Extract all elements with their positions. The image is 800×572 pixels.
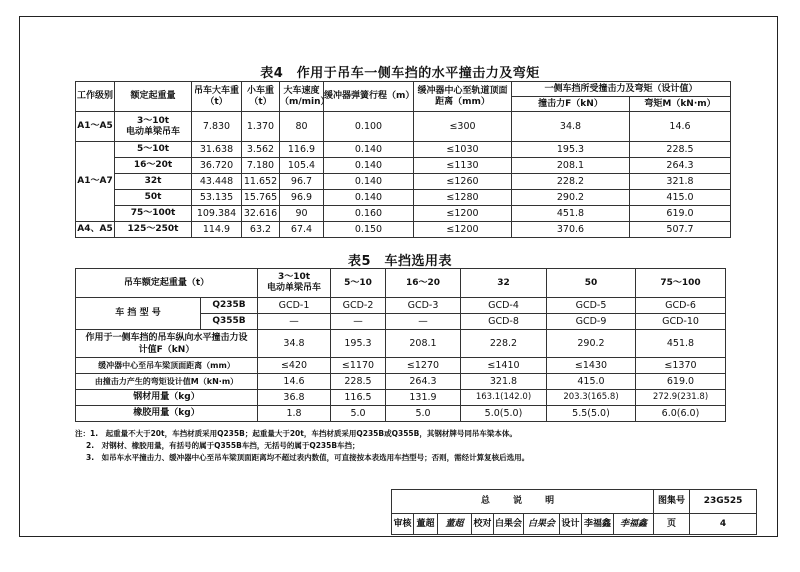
table-row: [76, 112, 731, 142]
table-row: [76, 222, 731, 238]
table5-header-col: 50: [547, 269, 636, 298]
designer-signature: 李福鑫: [614, 514, 654, 535]
table5-moment-label: 由撞击力产生的弯矩设计值M（kN·m）: [76, 374, 258, 390]
table4-cell-capacity: 5～10t: [115, 142, 192, 158]
table4-cell: 90: [280, 206, 324, 222]
table4-cell-capacity: 125～250t: [115, 222, 192, 238]
table4-cell: 31.638: [192, 142, 242, 158]
table5-cell: GCD-5: [547, 298, 636, 314]
table5: [75, 268, 726, 422]
table4-cell: 109.384: [192, 206, 242, 222]
table5-cell: ≤1370: [636, 358, 726, 374]
table4-cell: 80: [280, 112, 324, 142]
table4-cell: 15.765: [242, 190, 280, 206]
table5-q355b-label: Q355B: [201, 314, 258, 330]
table-row: [76, 390, 726, 406]
table4-header-row: [76, 82, 731, 97]
table5-cell: 451.8: [636, 330, 726, 358]
table5-buffer-label: 缓冲器中心至吊车梁顶面距离（mm）: [76, 358, 258, 374]
table5-cell: —: [258, 314, 331, 330]
table4-header-moment: 弯矩M（kN·m）: [630, 97, 731, 112]
table4-cell: 264.3: [630, 158, 731, 174]
table4-cell: 321.8: [630, 174, 731, 190]
table5-cell: 5.5(5.0): [547, 406, 636, 422]
table4-cell: ≤1130: [414, 158, 512, 174]
table4-cell: 11.652: [242, 174, 280, 190]
table5-q235b-label: Q235B: [201, 298, 258, 314]
table4-cell-capacity: 16～20t: [115, 158, 192, 174]
table5-cell: 415.0: [547, 374, 636, 390]
table4-cell: 195.3: [512, 142, 630, 158]
table4-cell: 7.830: [192, 112, 242, 142]
table4-cell: 0.140: [324, 158, 414, 174]
notes: [75, 428, 529, 464]
table5-cell: GCD-2: [331, 298, 386, 314]
table-row: [76, 298, 726, 314]
note-item: 3. 如吊车水平撞击力、缓冲器中心至吊车梁顶面距离均不超过表内数值，可直接按本表选用车挡型号；否则，需经计算复核后选用。: [86, 453, 530, 462]
table5-cell: 6.0(6.0): [636, 406, 726, 422]
table4-cell-capacity: 32t: [115, 174, 192, 190]
table5-cell: 5.0: [331, 406, 386, 422]
table5-cell: 163.1(142.0): [461, 390, 547, 406]
table4-cell: 0.100: [324, 112, 414, 142]
table4-cell: ≤300: [414, 112, 512, 142]
table4-cell: 7.180: [242, 158, 280, 174]
table4-header-force: 撞击力F（kN）: [512, 97, 630, 112]
table5-header-label: 吊车额定起重量（t）: [76, 269, 258, 298]
table5-cell: 5.0: [386, 406, 461, 422]
table5-cell: —: [331, 314, 386, 330]
table4-cell: ≤1030: [414, 142, 512, 158]
table4-cell: 96.7: [280, 174, 324, 190]
table5-cell: ≤420: [258, 358, 331, 374]
table5-cell: ≤1410: [461, 358, 547, 374]
table4-cell: 114.9: [192, 222, 242, 238]
table-row: [76, 142, 731, 158]
table4-cell: 116.9: [280, 142, 324, 158]
table4-cell: 370.6: [512, 222, 630, 238]
table5-header-col: 5～10: [331, 269, 386, 298]
page-label: 页: [654, 514, 690, 535]
table5-cell: 290.2: [547, 330, 636, 358]
table4-cell: ≤1200: [414, 206, 512, 222]
table4-title: 表4 作用于吊车一侧车挡的水平撞击力及弯矩: [260, 66, 540, 81]
title-block: [391, 489, 757, 535]
table5-rubber-label: 橡胶用量（kg）: [76, 406, 258, 422]
checker-name: 白果会: [494, 514, 524, 535]
table-row: [76, 406, 726, 422]
table4-header-trolley-weight: 小车重（t）: [242, 82, 280, 112]
table5-cell: ≤1270: [386, 358, 461, 374]
table5-header-col: 16～20: [386, 269, 461, 298]
table4-cell: 0.140: [324, 174, 414, 190]
table4-cell: 53.135: [192, 190, 242, 206]
table4-cell: 96.9: [280, 190, 324, 206]
page-number: 4: [690, 514, 757, 535]
table4-header-crane-weight: 吊车大车重（t）: [192, 82, 242, 112]
table4-cell-capacity: 3～10t 电动单梁吊车: [115, 112, 192, 142]
table4-cell: 451.8: [512, 206, 630, 222]
table5-cell: —: [386, 314, 461, 330]
atlas-number: 23G525: [690, 490, 757, 514]
table5-model-label: 车 挡 型 号: [76, 298, 201, 330]
table4-header-buffer-height: 缓冲器中心至轨道顶面距离（mm）: [414, 82, 512, 112]
table5-cell: 264.3: [386, 374, 461, 390]
table4: [75, 81, 731, 238]
table5-cell: GCD-1: [258, 298, 331, 314]
table4-cell: 0.160: [324, 206, 414, 222]
title-block-row: [392, 514, 757, 535]
table4-header-speed: 大车速度（m/min）: [280, 82, 324, 112]
table4-header-stroke: 缓冲器弹簧行程（m）: [324, 82, 414, 112]
table-row: [76, 206, 731, 222]
table4-cell: 34.8: [512, 112, 630, 142]
table5-cell: 208.1: [386, 330, 461, 358]
table-row: [76, 358, 726, 374]
table5-cell: ≤1170: [331, 358, 386, 374]
table5-cell: 34.8: [258, 330, 331, 358]
table4-cell: 63.2: [242, 222, 280, 238]
table4-cell: 415.0: [630, 190, 731, 206]
table4-cell-grade: A1～A7: [76, 142, 115, 222]
table-row: [76, 374, 726, 390]
table4-cell: 105.4: [280, 158, 324, 174]
table5-cell: 203.3(165.8): [547, 390, 636, 406]
table4-cell: 3.562: [242, 142, 280, 158]
table4-cell: 290.2: [512, 190, 630, 206]
table4-cell: 0.140: [324, 190, 414, 206]
table4-cell: 36.720: [192, 158, 242, 174]
table5-cell: 619.0: [636, 374, 726, 390]
note-item: 2. 对钢材、橡胶用量，有括号的属于Q355B车挡，无括号的属于Q235B车挡；: [86, 441, 360, 450]
checker-signature: 白果会: [524, 514, 560, 535]
table4-cell: ≤1280: [414, 190, 512, 206]
table5-steel-label: 钢材用量（kg）: [76, 390, 258, 406]
table4-header-grade: 工作级别: [76, 82, 115, 112]
table5-cell: GCD-4: [461, 298, 547, 314]
table4-cell: 208.1: [512, 158, 630, 174]
table5-cell: 36.8: [258, 390, 331, 406]
table4-cell: 67.4: [280, 222, 324, 238]
notes-label: 注：: [75, 429, 90, 438]
table4-cell-grade: A4、A5: [76, 222, 115, 238]
reviewer-signature: 董超: [438, 514, 472, 535]
table-row: [76, 330, 726, 358]
table5-cell: GCD-6: [636, 298, 726, 314]
table5-title: 表5 车挡选用表: [347, 254, 453, 269]
reviewer-name: 董超: [414, 514, 438, 535]
table5-header-col: 32: [461, 269, 547, 298]
table-row: [76, 174, 731, 190]
check-label: 校对: [472, 514, 494, 535]
table5-cell: 228.2: [461, 330, 547, 358]
table5-header-row: [76, 269, 726, 298]
table4-cell: 507.7: [630, 222, 731, 238]
table4-cell: 619.0: [630, 206, 731, 222]
table5-cell: 14.6: [258, 374, 331, 390]
table5-cell: 1.8: [258, 406, 331, 422]
table5-force-label: 作用于一侧车挡的吊车纵向水平撞击力设计值F（kN）: [76, 330, 258, 358]
table4-cell: 228.5: [630, 142, 731, 158]
table4-header-capacity: 额定起重量: [115, 82, 192, 112]
table4-cell: 0.150: [324, 222, 414, 238]
table5-cell: GCD-9: [547, 314, 636, 330]
table4-cell: ≤1200: [414, 222, 512, 238]
table4-cell-capacity: 50t: [115, 190, 192, 206]
atlas-label: 图集号: [654, 490, 690, 514]
table5-cell: GCD-8: [461, 314, 547, 330]
table5-cell: GCD-3: [386, 298, 461, 314]
designer-name: 李福鑫: [582, 514, 614, 535]
design-label: 设计: [560, 514, 582, 535]
review-label: 审核: [392, 514, 414, 535]
table4-cell: ≤1260: [414, 174, 512, 190]
table5-cell: 228.5: [331, 374, 386, 390]
table4-cell: 0.140: [324, 142, 414, 158]
table4-cell-grade: A1～A5: [76, 112, 115, 142]
table-row: [76, 190, 731, 206]
title-block-row: [392, 490, 757, 514]
table4-cell: 14.6: [630, 112, 731, 142]
table4-cell: 32.616: [242, 206, 280, 222]
note-item: 注：1. 起重量不大于20t，车挡材质采用Q235B；起重量大于20t，车挡材质采用Q235B或Q355B，其钢材牌号同吊车梁本体。: [75, 429, 517, 438]
table5-cell: ≤1430: [547, 358, 636, 374]
table-row: [76, 158, 731, 174]
drawing-title: 总 说 明: [392, 490, 654, 514]
table5-cell: 195.3: [331, 330, 386, 358]
table5-cell: GCD-10: [636, 314, 726, 330]
table4-cell: 1.370: [242, 112, 280, 142]
table4-cell: 228.2: [512, 174, 630, 190]
table5-cell: 321.8: [461, 374, 547, 390]
table4-cell-capacity: 75～100t: [115, 206, 192, 222]
table4-cell: 43.448: [192, 174, 242, 190]
table5-cell: 5.0(5.0): [461, 406, 547, 422]
table4-header-group: 一侧车挡所受撞击力及弯矩（设计值）: [512, 82, 731, 97]
table5-cell: 272.9(231.8): [636, 390, 726, 406]
table5-cell: 131.9: [386, 390, 461, 406]
table5-header-col: 3～10t 电动单梁吊车: [258, 269, 331, 298]
table5-cell: 116.5: [331, 390, 386, 406]
table5-header-col: 75～100: [636, 269, 726, 298]
